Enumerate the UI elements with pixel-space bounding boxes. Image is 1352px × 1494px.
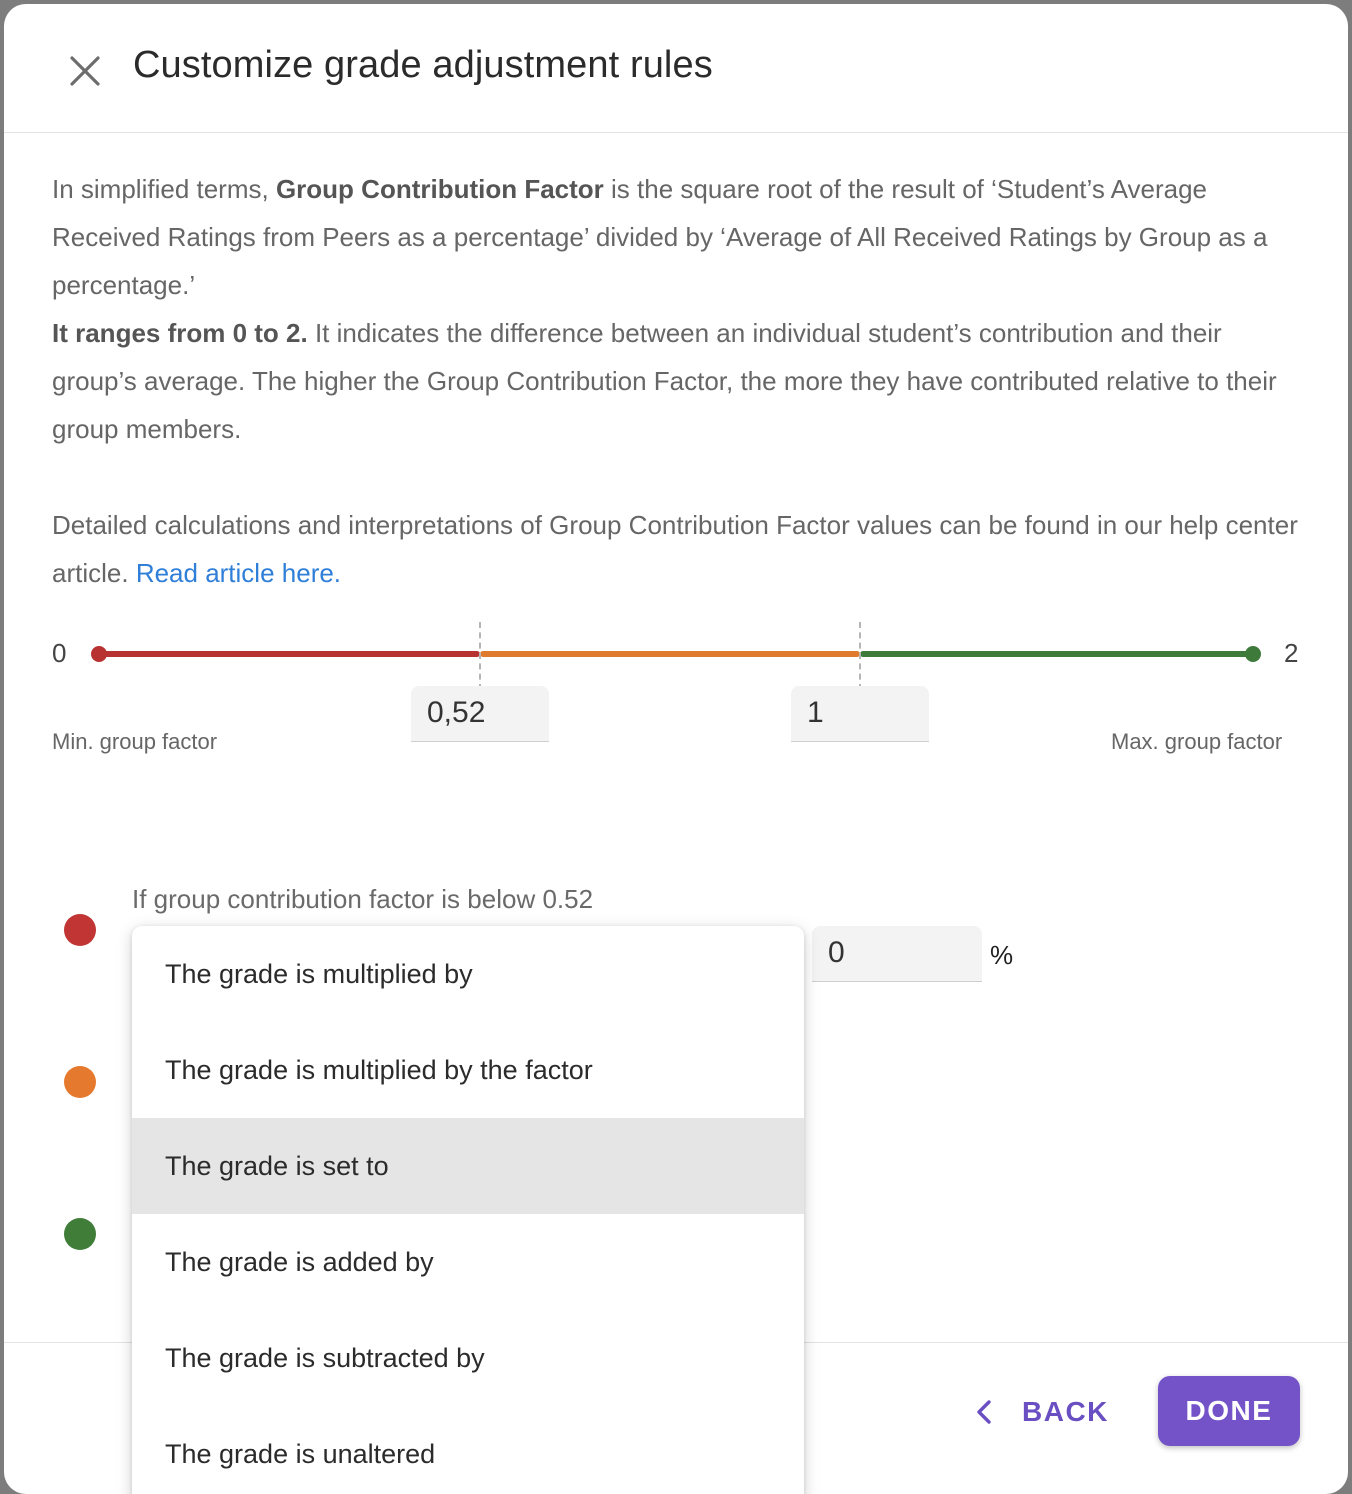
threshold-high-input[interactable]: 1 <box>791 686 929 742</box>
dialog-title: Customize grade adjustment rules <box>133 44 713 86</box>
high-rule-dot <box>64 1218 96 1250</box>
low-rule-percent-input[interactable]: 0 <box>812 926 982 982</box>
slider-segment-mid <box>480 651 860 657</box>
intro-prefix: In simplified terms, <box>52 174 276 204</box>
menu-item-multiplied-by[interactable]: The grade is multiplied by <box>165 958 473 989</box>
low-rule-label: If group contribution factor is below 0.52 <box>132 884 594 914</box>
slider-end-handle[interactable] <box>1245 646 1261 662</box>
dialog-header <box>4 4 1348 133</box>
min-group-factor-label: Min. group factor <box>52 729 218 754</box>
done-button[interactable]: DONE <box>1158 1376 1300 1446</box>
intro-term: Group Contribution Factor <box>275 174 604 204</box>
mid-rule-dot <box>64 1066 96 1098</box>
close-button[interactable] <box>62 48 108 94</box>
range-statement: It ranges from 0 to 2. <box>52 318 308 348</box>
percent-sign: % <box>990 940 1014 970</box>
back-button[interactable] <box>976 1384 1109 1440</box>
slider-max-value: 2 <box>1284 638 1299 668</box>
read-article-link[interactable]: Read article here. <box>135 558 342 588</box>
slider-min-value: 0 <box>52 638 67 668</box>
menu-item-subtracted-by[interactable]: The grade is subtracted by <box>165 1342 485 1373</box>
threshold-high-marker[interactable] <box>859 622 861 690</box>
slider-start-handle[interactable] <box>91 646 107 662</box>
grade-rules-dialog <box>4 4 1348 1494</box>
menu-item-multiplied-by-factor[interactable]: The grade is multiplied by the factor <box>165 1054 593 1085</box>
threshold-low-marker[interactable] <box>479 622 481 690</box>
adjustment-type-dropdown <box>132 926 804 1494</box>
range-explanation: It indicates the difference between an individual student’s contribution and their group’s average. The higher the Group Contribution Factor, the more they have contributed relative to their group members. <box>52 318 1277 444</box>
low-rule-dot <box>64 914 96 946</box>
intro-paragraph <box>52 165 1302 453</box>
threshold-low-input[interactable]: 0,52 <box>411 686 549 742</box>
back-label: BACK <box>1022 1396 1109 1427</box>
chevron-left-icon <box>976 1399 992 1425</box>
intro-definition: is the square root of the result of ‘Student’s Average Received Ratings from Peers as a percentage’ divided by ‘Average of All Received Ratings by Group as a percentage.’ <box>52 174 1268 300</box>
max-group-factor-label: Max. group factor <box>1111 729 1283 754</box>
close-icon <box>70 56 100 86</box>
menu-item-added-by[interactable]: The grade is added by <box>165 1246 434 1277</box>
slider-segment-high <box>860 651 1252 657</box>
menu-item-set-to[interactable]: The grade is set to <box>132 1118 804 1214</box>
menu-item-unaltered[interactable]: The grade is unaltered <box>165 1438 436 1469</box>
slider-segment-low <box>100 651 480 657</box>
help-paragraph <box>52 501 1302 597</box>
help-text: Detailed calculations and interpretations of Group Contribution Factor values can be found in our help center article. <box>52 510 1298 588</box>
